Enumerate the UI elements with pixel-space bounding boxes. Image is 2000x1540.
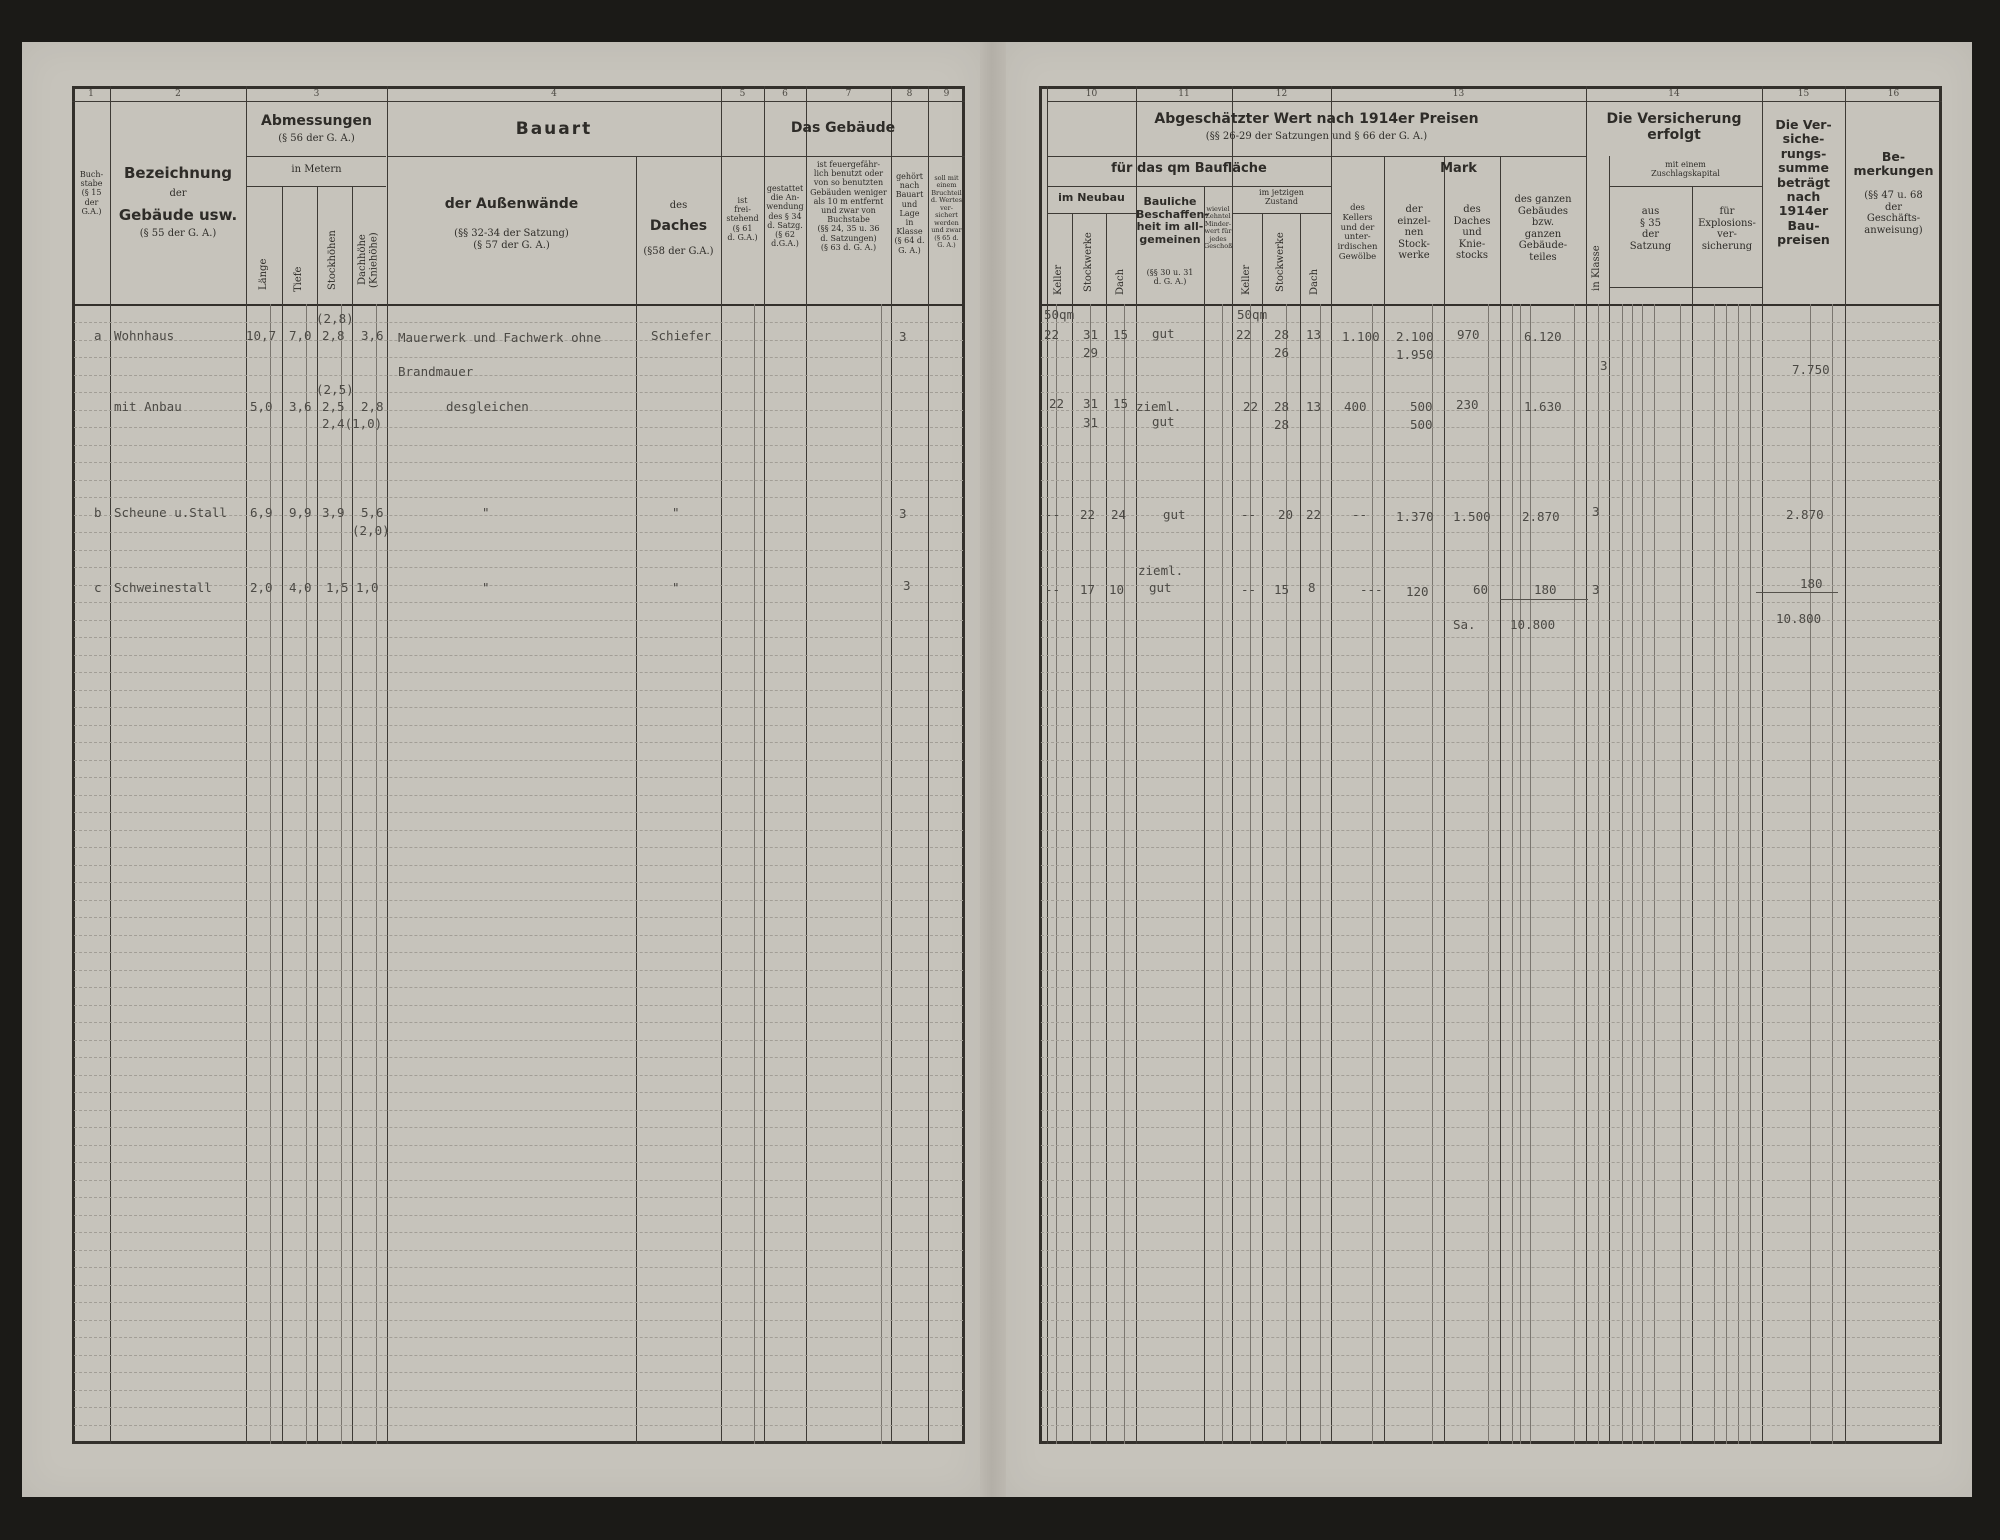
ruled-line	[74, 830, 963, 831]
row-c-klasse: 3	[903, 578, 911, 593]
ruled-line	[74, 812, 963, 813]
ruled-line	[74, 1005, 963, 1006]
header-aussenwaende-ref: (§§ 32-34 der Satzung) (§ 57 der G. A.)	[454, 228, 569, 251]
ruled-line	[74, 952, 963, 953]
header-bauart: Bauart	[515, 119, 593, 139]
ruled-line	[74, 322, 963, 323]
row-a-stock-2: 29	[1083, 345, 1099, 360]
header-in-klasse: in Klasse	[1591, 245, 1602, 291]
ruled-line	[1041, 1250, 1940, 1251]
ruled-line	[1041, 952, 1940, 953]
row-b-bezeichnung: Scheune u.Stall	[114, 505, 227, 520]
ruled-line	[74, 1285, 963, 1286]
row-anbau-aussenwand: desgleichen	[446, 399, 529, 414]
ruled-line	[74, 480, 963, 481]
ruled-line	[74, 1232, 963, 1233]
ruled-line	[74, 690, 963, 691]
ruled-line	[1041, 830, 1940, 831]
header-daches-des: des	[669, 200, 688, 211]
ruled-line	[1041, 1302, 1940, 1303]
ruled-line	[74, 1197, 963, 1198]
ruled-line	[74, 1407, 963, 1408]
ruled-line	[74, 392, 963, 393]
ruled-line	[74, 847, 963, 848]
header-bemerkungen-ref: (§§ 47 u. 68 der Geschäfts- anweisung)	[1864, 190, 1923, 236]
qm-note-jetzt: 50qm	[1237, 307, 1268, 322]
header-abgeschaetzter-wert: Abgeschätzter Wert nach 1914er Preisen	[1154, 111, 1479, 127]
ruled-line	[74, 1075, 963, 1076]
header-bezeichnung: Bezeichnung	[124, 164, 232, 182]
row-a-mark-stock: 2.100	[1396, 329, 1434, 344]
row-c-buchstabe: c	[94, 580, 102, 595]
left-table-frame	[72, 86, 965, 1444]
row-b-aussenwand: "	[482, 505, 490, 520]
row-anbau-mark-stock: 500	[1410, 399, 1433, 414]
ruled-line	[1041, 865, 1940, 866]
header-jetziger-zustand: im jetzigen Zustand	[1259, 188, 1304, 207]
ruled-line	[1041, 1390, 1940, 1391]
header-mark: Mark	[1440, 161, 1477, 176]
colnum-5: 5	[739, 89, 746, 99]
header-versicherungssumme: Die Ver- siche- rungs- summe beträgt nach 1914er Bau- preisen	[1775, 117, 1832, 247]
ruled-line	[1041, 1075, 1940, 1076]
ruled-line	[1041, 637, 1940, 638]
ruled-line	[1041, 1145, 1940, 1146]
header-keller-neu: Keller	[1053, 264, 1064, 296]
ruled-line	[1041, 532, 1940, 533]
ruled-line	[74, 445, 963, 446]
row-a-buchstabe: a	[94, 328, 102, 343]
row-anbau-stock: 31	[1083, 396, 1099, 411]
row-b-buchstabe: b	[94, 505, 102, 520]
ruled-line	[1041, 1320, 1940, 1321]
row-c-klasse: 3	[1592, 582, 1600, 597]
ruled-line	[1041, 497, 1940, 498]
row-b-stockhoehe: 3,9	[322, 505, 345, 520]
colnum-13: 13	[1452, 89, 1465, 99]
row-a-laenge: 10,7	[246, 328, 277, 343]
sum-versicherungssumme: 10.800	[1776, 611, 1822, 626]
row-anbau-tiefe: 3,6	[289, 399, 312, 414]
ruled-line	[1041, 900, 1940, 901]
row-c-daches: "	[672, 580, 680, 595]
header-mark-daches: des Daches und Knie- stocks	[1453, 204, 1491, 261]
row-b-dach-jetzt: 22	[1306, 507, 1322, 522]
ruled-line	[1041, 602, 1940, 603]
header-aussenwaende: der Außenwände	[444, 196, 579, 212]
row-a-dachhoehe: 3,6	[361, 328, 384, 343]
ruled-line	[1041, 1425, 1940, 1426]
row-anbau-stockhoehe-2: 2,4(1,0)	[322, 416, 383, 431]
ruled-line	[1041, 340, 1940, 341]
row-a-dach-jetzt: 13	[1306, 327, 1322, 342]
row-anbau-stock-2: 31	[1083, 415, 1099, 430]
ruled-line	[74, 1022, 963, 1023]
header-wieviel-zehntel: wieviel Zehntel Minder- wert für jedes Geschoß	[1204, 205, 1233, 251]
header-bemerkungen: Be- merkungen	[1853, 149, 1934, 179]
ruled-line	[74, 970, 963, 971]
ruled-line	[74, 1337, 963, 1338]
header-das-gebaeude: Das Gebäude	[790, 120, 896, 136]
ruled-line	[74, 637, 963, 638]
header-stockwerke-jetzt: Stockwerke	[1275, 232, 1286, 292]
row-b-summe: 2.870	[1786, 507, 1824, 522]
ruled-line	[1041, 550, 1940, 551]
row-c-stock: 17	[1080, 582, 1096, 597]
row-b-keller: --	[1045, 507, 1061, 522]
ruled-line	[74, 1180, 963, 1181]
ruled-line	[74, 497, 963, 498]
ruled-line	[74, 900, 963, 901]
row-b-daches: "	[672, 505, 680, 520]
header-daches-ref: (§58 der G.A.)	[643, 246, 714, 257]
ruled-line	[1041, 1372, 1940, 1373]
row-anbau-klasse: 3	[1600, 358, 1608, 373]
ruled-line	[74, 375, 963, 376]
colnum-9: 9	[943, 89, 950, 99]
ruled-line	[1041, 795, 1940, 796]
header-bruchteil: soll mit einem Bruchteil d. Wertes ver- sichert werden und zwar (§ 65 d. G. A.)	[930, 174, 963, 250]
colnum-6: 6	[782, 89, 788, 99]
ruled-line	[1041, 935, 1940, 936]
row-a-keller-jetzt: 22	[1236, 327, 1252, 342]
colnum-1: 1	[88, 89, 94, 99]
colnum-4: 4	[551, 89, 557, 99]
ruled-line	[1041, 1407, 1940, 1408]
row-c-dach-jetzt: 8	[1308, 580, 1316, 595]
ruled-line	[74, 1127, 963, 1128]
row-c-laenge: 2,0	[250, 580, 273, 595]
row-anbau-dach: 15	[1113, 396, 1129, 411]
ruled-line	[1041, 1005, 1940, 1006]
ruled-line	[74, 742, 963, 743]
ruled-line	[1041, 1127, 1940, 1128]
ruled-line	[1041, 480, 1940, 481]
ruled-line	[1041, 427, 1940, 428]
right-table-frame	[1039, 86, 1942, 1444]
header-bezeichnung-der: der	[169, 188, 187, 199]
sum-mark-gebaeude: 10.800	[1510, 617, 1556, 632]
ruled-line	[74, 1425, 963, 1426]
row-c-tiefe: 4,0	[289, 580, 312, 595]
header-im-neubau: im Neubau	[1058, 191, 1125, 204]
row-c-beschaffenheit: gut	[1149, 580, 1172, 595]
ruled-line	[1041, 970, 1940, 971]
row-a-mark-keller: 1.100	[1342, 329, 1380, 344]
header-mark-gebaeude: des ganzen Gebäudes bzw. ganzen Gebäude- teiles	[1514, 194, 1572, 263]
ruled-line	[74, 707, 963, 708]
colnum-10: 10	[1085, 89, 1098, 99]
ruled-line	[1041, 1040, 1940, 1041]
row-a-dach: 15	[1113, 327, 1129, 342]
row-anbau-beschaffenheit: zieml.	[1136, 399, 1182, 414]
row-c-mark-dach: 60	[1473, 582, 1489, 597]
row-a-aussenwand: Mauerwerk und Fachwerk ohne	[398, 330, 602, 345]
ruled-line	[1041, 445, 1940, 446]
row-b-tiefe: 9,9	[289, 505, 312, 520]
ruled-line	[74, 620, 963, 621]
colnum-3: 3	[313, 89, 320, 99]
row-anbau-beschaffenheit-2: gut	[1152, 414, 1175, 429]
header-explosionsversicherung: für Explosions- ver- sicherung	[1698, 206, 1756, 252]
ruled-line	[1041, 1285, 1940, 1286]
ruled-line	[1041, 812, 1940, 813]
ruled-line	[74, 725, 963, 726]
row-c-bezeichnung: Schweinestall	[114, 580, 212, 595]
ruled-line	[74, 672, 963, 673]
row-a-beschaffenheit: gut	[1152, 326, 1175, 341]
ruled-line	[74, 427, 963, 428]
row-anbau-dachhoehe: 2,8	[361, 399, 384, 414]
row-b-stock: 22	[1080, 507, 1096, 522]
ruled-line	[1041, 707, 1940, 708]
ruled-line	[74, 1040, 963, 1041]
sum-label: Sa.	[1453, 617, 1476, 632]
ruled-line	[74, 987, 963, 988]
row-c-mark-keller: ---	[1360, 582, 1383, 597]
ruled-line	[74, 1250, 963, 1251]
ruled-line	[1041, 690, 1940, 691]
ruled-line	[74, 1355, 963, 1356]
header-laenge: Länge	[258, 258, 269, 290]
header-buchstabe: Buch- stabe (§ 15 der G.A.)	[79, 170, 104, 216]
ruled-line	[1041, 1337, 1940, 1338]
row-c-keller-jetzt: --	[1241, 582, 1257, 597]
header-stockwerke-neu: Stockwerke	[1083, 232, 1094, 292]
header-in-metern: in Metern	[291, 164, 342, 175]
row-b-klasse: 3	[899, 506, 907, 521]
row-c-stockhoehe: 1,5	[326, 580, 349, 595]
ruled-line	[74, 1302, 963, 1303]
row-anbau-stockhoehe: 2,5	[322, 399, 345, 414]
row-a-mark-dach: 970	[1457, 327, 1480, 342]
header-dachhoehe: Dachhöhe (Kniehöhe)	[357, 232, 380, 288]
header-abgeschaetzter-ref: (§§ 26-29 der Satzungen und § 66 der G. A.)	[1205, 131, 1428, 142]
row-a-tiefe: 7,0	[289, 328, 312, 343]
row-c-mark-stock: 120	[1406, 584, 1429, 599]
row-b-laenge: 6,9	[250, 505, 273, 520]
ruled-line	[1041, 882, 1940, 883]
ruled-line	[74, 1215, 963, 1216]
row-anbau-mark-keller: 400	[1344, 399, 1367, 414]
ruled-line	[1041, 672, 1940, 673]
row-b-klasse: 3	[1592, 504, 1600, 519]
ruled-line	[1041, 1267, 1940, 1268]
ruled-line	[1041, 1232, 1940, 1233]
row-b-mark-dach: 1.500	[1453, 509, 1491, 524]
row-anbau-mark-dach: 230	[1456, 397, 1479, 412]
ruled-line	[74, 602, 963, 603]
ruled-line	[74, 550, 963, 551]
header-bezeichnung-ref: (§ 55 der G. A.)	[139, 228, 217, 239]
header-aus-satzung: aus § 35 der Satzung	[1629, 206, 1672, 252]
row-anbau-stock-jetzt-2: 28	[1274, 417, 1290, 432]
ruled-line	[1041, 1180, 1940, 1181]
row-anbau-stock-jetzt: 28	[1274, 399, 1290, 414]
header-freistehend: ist frei- stehend (§ 61 d. G.A.)	[726, 196, 759, 242]
ruled-line	[1041, 847, 1940, 848]
ruled-line	[74, 567, 963, 568]
ruled-line	[74, 1320, 963, 1321]
header-abmessungen-ref: (§ 56 der G. A.)	[278, 133, 355, 144]
colnum-15: 15	[1797, 89, 1810, 99]
ruled-line	[1041, 1110, 1940, 1111]
ruled-line	[74, 655, 963, 656]
row-a-daches: Schiefer	[651, 328, 712, 343]
row-a-keller: 22	[1044, 327, 1060, 342]
row-c-summe: 180	[1800, 576, 1823, 591]
colnum-8: 8	[906, 89, 913, 99]
ruled-line	[1041, 1197, 1940, 1198]
colnum-7: 7	[845, 89, 852, 99]
colnum-11: 11	[1178, 89, 1190, 99]
row-a-stock: 31	[1083, 327, 1099, 342]
header-mark-stockwerke: der einzel- nen Stock- werke	[1397, 204, 1431, 261]
ruled-line	[1041, 777, 1940, 778]
ruled-line	[74, 882, 963, 883]
header-paragraph-34: gestattet die An- wendung des § 34 d. Satzg. (§ 62 d.G.A.)	[766, 184, 804, 249]
header-dach-neu: Dach	[1115, 268, 1126, 296]
ruled-line	[74, 795, 963, 796]
row-b-dach: 24	[1111, 507, 1127, 522]
row-anbau-stock-note: (2,5)	[316, 382, 354, 397]
row-anbau-summe: 7.750	[1792, 362, 1830, 377]
ruled-line	[74, 760, 963, 761]
row-a-stockhoehe: 2,8	[322, 328, 345, 343]
ruled-line	[74, 1145, 963, 1146]
row-c-beschaffenheit-top: zieml.	[1138, 563, 1184, 578]
row-anbau-mark-gebaeude: 1.630	[1524, 399, 1562, 414]
row-a-stock-note: (2,8)	[316, 311, 354, 326]
ruled-line	[74, 865, 963, 866]
ruled-line	[74, 935, 963, 936]
header-stockhoehen: Stockhöhen	[327, 230, 338, 290]
ruled-line	[74, 357, 963, 358]
header-abmessungen: Abmessungen	[260, 113, 373, 129]
row-a-klasse: 3	[899, 329, 907, 344]
ruled-line	[1041, 760, 1940, 761]
header-keller-jetzt: Keller	[1241, 264, 1252, 296]
row-anbau-mark-stock-2: 500	[1410, 417, 1433, 432]
ruled-line	[74, 1162, 963, 1163]
row-anbau-dach-jetzt: 13	[1306, 399, 1322, 414]
row-c-dachhoehe: 1,0	[356, 580, 379, 595]
row-a-mark-gebaeude: 6.120	[1524, 329, 1562, 344]
ruled-line	[74, 1267, 963, 1268]
ruled-line	[74, 777, 963, 778]
row-a-aussenwand-2: Brandmauer	[398, 364, 474, 379]
row-anbau-laenge: 5,0	[250, 399, 273, 414]
row-b-mark-stock: 1.370	[1396, 509, 1434, 524]
ruled-line	[74, 1372, 963, 1373]
row-c-aussenwand: "	[482, 580, 490, 595]
ruled-line	[74, 1390, 963, 1391]
row-anbau-keller-jetzt: 22	[1243, 399, 1259, 414]
row-c-stock-jetzt: 15	[1274, 582, 1290, 597]
ruled-line	[74, 1110, 963, 1111]
ruled-line	[1041, 917, 1940, 918]
ruled-line	[1041, 392, 1940, 393]
ruled-line	[1041, 1092, 1940, 1093]
row-a-stock-jetzt-2: 26	[1274, 345, 1290, 360]
ruled-line	[1041, 1162, 1940, 1163]
ruled-line	[1041, 1215, 1940, 1216]
header-bauliche-ref: (§§ 30 u. 31 d. G. A.)	[1146, 268, 1194, 287]
row-anbau-keller: 22	[1049, 396, 1065, 411]
header-gebaeude: Gebäude usw.	[118, 206, 238, 224]
row-b-mark-keller: --	[1352, 507, 1368, 522]
ruled-line	[74, 1092, 963, 1093]
ruled-line	[1041, 1355, 1940, 1356]
header-zuschlagskapital: mit einem Zuschlagskapital	[1651, 160, 1720, 179]
header-klasse: gehört nach Bauart und Lage in Klasse (§ 64 d. G. A.)	[894, 172, 925, 255]
page-fold	[980, 42, 1006, 1497]
row-c-keller: --	[1045, 582, 1061, 597]
row-b-keller-jetzt: --	[1241, 507, 1257, 522]
row-a-bezeichnung: Wohnhaus	[114, 328, 175, 343]
ruled-line	[1041, 1022, 1940, 1023]
ruled-line	[1041, 655, 1940, 656]
header-bauliche-beschaffenheit: Bauliche Beschaffen- heit im all- gemeinen	[1136, 195, 1209, 246]
header-daches: Daches	[649, 218, 708, 234]
ruled-line	[74, 1057, 963, 1058]
row-a-mark-stock-2: 1.950	[1396, 347, 1434, 362]
header-dach-jetzt: Dach	[1309, 268, 1320, 296]
colnum-2: 2	[175, 89, 181, 99]
ruled-line	[74, 917, 963, 918]
ruled-line	[74, 462, 963, 463]
colnum-14: 14	[1668, 89, 1680, 99]
qm-note-neubau: 50qm	[1044, 307, 1075, 322]
ruled-line	[1041, 1057, 1940, 1058]
colnum-16: 16	[1887, 89, 1900, 99]
row-anbau-bezeichnung: mit Anbau	[114, 399, 182, 414]
header-feuergefaehrlich: ist feuergefähr- lich benutzt oder von so benutzten Gebäuden weniger als 10 m entfernt und zwar von Buchstabe (§§ 24, 35 u. 36 d. Satzungen) (§ 63 d. G. A.)	[810, 160, 887, 252]
ruled-line	[1041, 462, 1940, 463]
row-b-dachhoehe: 5,6	[361, 505, 384, 520]
ruled-line	[1041, 987, 1940, 988]
row-c-dach: 10	[1109, 582, 1125, 597]
row-a-stock-jetzt: 28	[1274, 327, 1290, 342]
ruled-line	[74, 532, 963, 533]
ruled-line	[1041, 357, 1940, 358]
ruled-line	[1041, 742, 1940, 743]
ruled-line	[1041, 725, 1940, 726]
row-b-beschaffenheit: gut	[1163, 507, 1186, 522]
header-mark-keller: des Kellers und der unter- irdischen Gewölbe	[1337, 203, 1378, 262]
header-qm-bauflaeche: für das qm Baufläche	[1111, 161, 1267, 176]
row-c-mark-gebaeude: 180	[1534, 582, 1557, 597]
colnum-12: 12	[1275, 89, 1288, 99]
row-b-stock-jetzt: 20	[1278, 507, 1294, 522]
header-tiefe: Tiefe	[293, 266, 304, 292]
ruled-line	[1041, 322, 1940, 323]
header-versicherung: Die Versicherung erfolgt	[1606, 111, 1742, 144]
row-b-dachhoehe-2: (2,0)	[352, 523, 390, 538]
row-b-mark-gebaeude: 2.870	[1522, 509, 1560, 524]
